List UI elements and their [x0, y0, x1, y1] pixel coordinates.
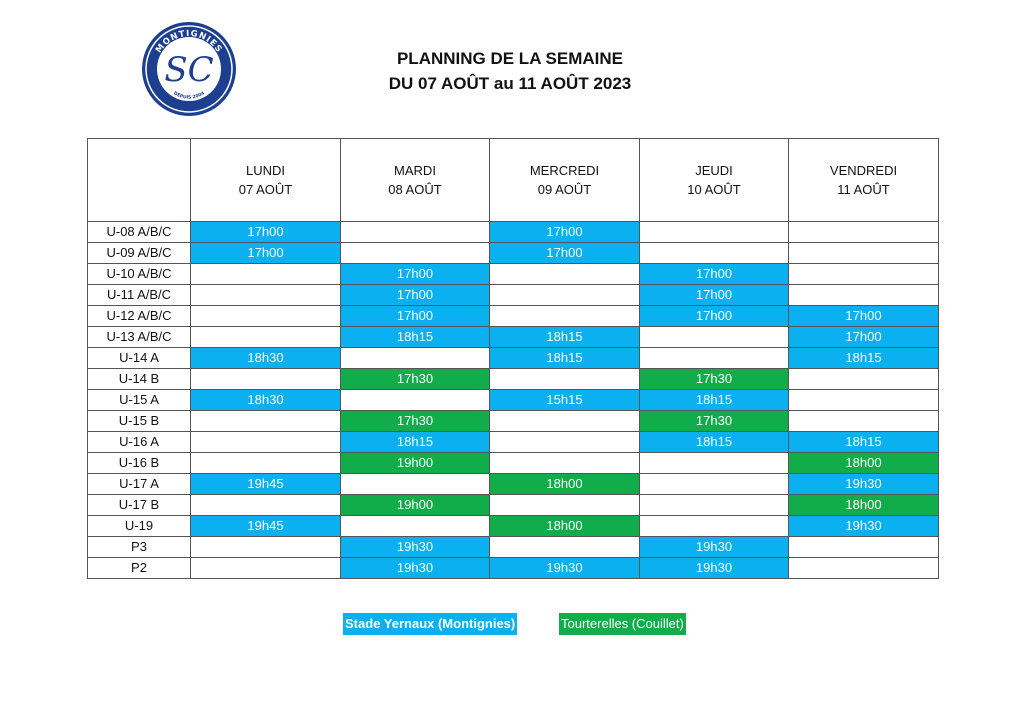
schedule-cell: [191, 306, 341, 327]
schedule-cell: [191, 264, 341, 285]
schedule-cell: [341, 243, 490, 264]
table-row: [88, 495, 939, 516]
schedule-cell: 19h30: [341, 558, 490, 579]
page-title: [300, 46, 720, 96]
schedule-cell: 17h30: [341, 369, 490, 390]
schedule-cell: 17h00: [789, 327, 939, 348]
schedule-cell: 17h00: [490, 222, 640, 243]
title-line-1: PLANNING DE LA SEMAINE: [396, 49, 624, 68]
team-label: U-19: [88, 516, 191, 537]
schedule-cell: [490, 306, 640, 327]
schedule-cell: 18h00: [789, 495, 939, 516]
schedule-cell: [640, 516, 789, 537]
table-row: [88, 306, 939, 327]
club-logo: [140, 20, 238, 118]
schedule-cell: 17h00: [191, 243, 341, 264]
header-corner: [88, 139, 191, 222]
schedule-cell: 18h30: [191, 348, 341, 369]
schedule-cell: [789, 558, 939, 579]
team-label: P3: [88, 537, 191, 558]
schedule-cell: 17h30: [640, 369, 789, 390]
schedule-cell: [789, 243, 939, 264]
schedule-cell: 18h30: [191, 390, 341, 411]
team-label: U-16 B: [88, 453, 191, 474]
schedule-cell: [640, 495, 789, 516]
table-row: [88, 390, 939, 411]
schedule-cell: [789, 390, 939, 411]
schedule-cell: [191, 411, 341, 432]
table-row: [88, 453, 939, 474]
table-row: [88, 516, 939, 537]
schedule-cell: [490, 369, 640, 390]
schedule-cell: 18h15: [789, 432, 939, 453]
schedule-cell: 19h45: [191, 516, 341, 537]
schedule-cell: [789, 264, 939, 285]
schedule-cell: [191, 327, 341, 348]
title-line-2: DU 07 AOÛT au 11 AOÛT 2023: [388, 74, 632, 93]
table-row: [88, 537, 939, 558]
schedule-cell: [341, 222, 490, 243]
schedule-cell: [191, 369, 341, 390]
team-label: P2: [88, 558, 191, 579]
table-row: [88, 243, 939, 264]
schedule-cell: [490, 285, 640, 306]
team-label: U-17 A: [88, 474, 191, 495]
table-header-row: [88, 139, 939, 222]
schedule-cell: 17h00: [640, 285, 789, 306]
schedule-cell: [490, 411, 640, 432]
table-row: [88, 264, 939, 285]
table-row: [88, 285, 939, 306]
header-day: JEUDI 10 AOÛT: [640, 139, 789, 222]
team-label: U-15 A: [88, 390, 191, 411]
schedule-cell: [640, 348, 789, 369]
schedule-cell: 17h00: [341, 306, 490, 327]
svg-text:SC: SC: [164, 50, 214, 90]
schedule-cell: 18h00: [789, 453, 939, 474]
schedule-cell: [191, 453, 341, 474]
table-row: [88, 558, 939, 579]
schedule-cell: 17h00: [640, 306, 789, 327]
team-label: U-10 A/B/C: [88, 264, 191, 285]
schedule-cell: [191, 432, 341, 453]
header-day: MARDI 08 AOÛT: [341, 139, 490, 222]
schedule-cell: [490, 537, 640, 558]
schedule-cell: [191, 495, 341, 516]
schedule-cell: [789, 537, 939, 558]
schedule-cell: 18h15: [640, 390, 789, 411]
legend-stade-yernaux: Stade Yernaux (Montignies): [343, 613, 517, 635]
schedule-cell: [341, 348, 490, 369]
team-label: U-09 A/B/C: [88, 243, 191, 264]
schedule-cell: [789, 285, 939, 306]
schedule-cell: 19h30: [789, 516, 939, 537]
team-label: U-16 A: [88, 432, 191, 453]
legend-tourterelles: Tourterelles (Couillet): [559, 613, 686, 635]
schedule-cell: 19h00: [341, 453, 490, 474]
header-day: MERCREDI 09 AOÛT: [490, 139, 640, 222]
schedule-cell: 18h15: [341, 432, 490, 453]
schedule-cell: 18h15: [490, 327, 640, 348]
schedule-cell: 17h00: [490, 243, 640, 264]
schedule-cell: 18h15: [789, 348, 939, 369]
schedule-cell: 19h30: [640, 537, 789, 558]
team-label: U-15 B: [88, 411, 191, 432]
club-crest-icon: [140, 20, 238, 118]
schedule-cell: [490, 495, 640, 516]
schedule-cell: [640, 474, 789, 495]
schedule-cell: 19h30: [640, 558, 789, 579]
schedule-cell: 18h00: [490, 474, 640, 495]
schedule-cell: 19h00: [341, 495, 490, 516]
table-row: [88, 222, 939, 243]
header-day: LUNDI 07 AOÛT: [191, 139, 341, 222]
schedule-cell: 17h00: [341, 285, 490, 306]
svg-text:DEPUIS 2004: DEPUIS 2004: [172, 91, 206, 101]
schedule-cell: [490, 453, 640, 474]
schedule-cell: 18h15: [490, 348, 640, 369]
schedule-cell: 19h45: [191, 474, 341, 495]
team-label: U-12 A/B/C: [88, 306, 191, 327]
table-row: [88, 411, 939, 432]
team-label: U-11 A/B/C: [88, 285, 191, 306]
schedule-cell: [191, 537, 341, 558]
schedule-cell: 18h00: [490, 516, 640, 537]
schedule-cell: 19h30: [789, 474, 939, 495]
schedule-cell: 17h00: [341, 264, 490, 285]
schedule-cell: [191, 558, 341, 579]
schedule-cell: 17h00: [789, 306, 939, 327]
schedule-cell: [490, 432, 640, 453]
schedule-cell: 19h30: [341, 537, 490, 558]
schedule-cell: [640, 453, 789, 474]
schedule-cell: [490, 264, 640, 285]
schedule-cell: [789, 411, 939, 432]
schedule-cell: 18h15: [341, 327, 490, 348]
team-label: U-08 A/B/C: [88, 222, 191, 243]
schedule-cell: 17h00: [191, 222, 341, 243]
table-row: [88, 327, 939, 348]
team-label: U-17 B: [88, 495, 191, 516]
schedule-cell: 17h30: [341, 411, 490, 432]
table-row: [88, 348, 939, 369]
header-day: VENDREDI 11 AOÛT: [789, 139, 939, 222]
table-row: [88, 474, 939, 495]
schedule-cell: [191, 285, 341, 306]
schedule-cell: [341, 390, 490, 411]
schedule-cell: [640, 222, 789, 243]
team-label: U-13 A/B/C: [88, 327, 191, 348]
schedule-cell: 19h30: [490, 558, 640, 579]
schedule-cell: [640, 243, 789, 264]
team-label: U-14 A: [88, 348, 191, 369]
schedule-cell: [640, 327, 789, 348]
table-row: [88, 369, 939, 390]
weekly-schedule-table: [87, 138, 939, 579]
schedule-cell: 17h30: [640, 411, 789, 432]
table-row: [88, 432, 939, 453]
schedule-cell: [341, 516, 490, 537]
schedule-cell: 17h00: [640, 264, 789, 285]
schedule-cell: [789, 222, 939, 243]
schedule-cell: 15h15: [490, 390, 640, 411]
schedule-cell: 18h15: [640, 432, 789, 453]
schedule-cell: [789, 369, 939, 390]
svg-text:MONTIGNIES: MONTIGNIES: [154, 28, 225, 55]
schedule-cell: [341, 474, 490, 495]
team-label: U-14 B: [88, 369, 191, 390]
